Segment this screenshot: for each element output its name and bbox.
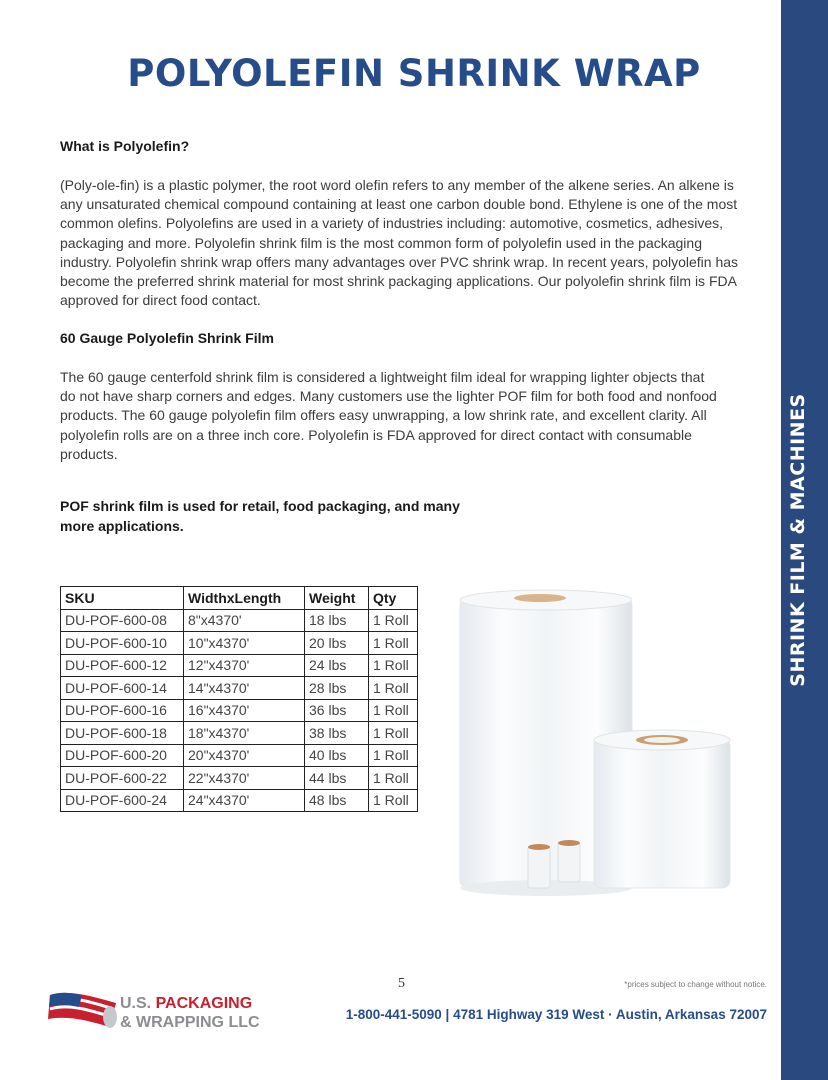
sku-cell: DU-POF-600-16 [61, 699, 184, 722]
weight-cell: 48 lbs [305, 789, 369, 812]
size-cell: 12"x4370' [184, 654, 305, 677]
sku-cell: DU-POF-600-08 [61, 609, 184, 632]
table-row [61, 789, 418, 812]
shrink-film-rolls-image [440, 570, 765, 900]
table-row [61, 654, 418, 677]
table-row [61, 767, 418, 790]
table-row [61, 699, 418, 722]
paragraph-line: common olefins. Polyolefins are used in a variety of industries including: automotive, cosmetics, adhesives, [60, 215, 723, 232]
sku-cell: DU-POF-600-14 [61, 677, 184, 700]
column-header-weight: Weight [305, 587, 369, 610]
qty-cell: 1 Roll [369, 699, 418, 722]
column-header-size: WidthxLength [184, 587, 305, 610]
sku-table [60, 586, 418, 812]
size-cell: 20"x4370' [184, 744, 305, 767]
section-heading-60-gauge: 60 Gauge Polyolefin Shrink Film [60, 330, 274, 346]
paragraph-line: do not have sharp corners and edges. Many customers use the lighter POF film for both food and nonfood [60, 388, 717, 405]
sku-cell: DU-POF-600-22 [61, 767, 184, 790]
paragraph-line: The 60 gauge centerfold shrink film is considered a lightweight film ideal for wrapping lighter objects that [60, 369, 705, 385]
sku-cell: DU-POF-600-24 [61, 789, 184, 812]
paragraph-line: industry. Polyolefin shrink wrap offers many advantages over PVC shrink wrap. In recent years, polyolefin has [60, 253, 739, 270]
paragraph-line: become the preferred shrink material for most shrink packaging applications. Our polyolefin shrink film is FDA [60, 273, 737, 290]
paragraph-line: any unsaturated chemical compound containing at least one carbon double bond. Ethylene is one of the most [60, 196, 738, 213]
paragraph-line: products. [60, 445, 118, 462]
weight-cell: 24 lbs [305, 654, 369, 677]
weight-cell: 28 lbs [305, 677, 369, 700]
qty-cell: 1 Roll [369, 744, 418, 767]
qty-cell: 1 Roll [369, 677, 418, 700]
weight-cell: 20 lbs [305, 632, 369, 655]
table-row [61, 632, 418, 655]
paragraph-line: polyolefin rolls are on a three inch core. Polyolefin is FDA approved for direct contact with consumable [60, 426, 692, 443]
sku-cell: DU-POF-600-12 [61, 654, 184, 677]
callout-line: POF shrink film is used for retail, food packaging, and many [60, 498, 460, 514]
callout-text [60, 497, 500, 536]
paragraph-line: approved for direct food contact. [60, 292, 261, 309]
logo-us: U.S. [120, 995, 156, 1012]
logo-packaging: PACKAGING [155, 995, 253, 1012]
paragraph-line: products. The 60 gauge polyolefin film offers easy unwrapping, a low shrink rate, and excellent clarity. All [60, 407, 707, 424]
footer-contact-info: 1-800-441-5090 | 4781 Highway 319 West · Austin, Arkansas 72007 [345, 1007, 767, 1022]
table-row [61, 609, 418, 632]
qty-cell: 1 Roll [369, 722, 418, 745]
size-cell: 8"x4370' [184, 609, 305, 632]
sku-cell: DU-POF-600-20 [61, 744, 184, 767]
logo-wordmark-line1 [120, 995, 252, 1013]
column-header-qty: Qty [369, 587, 418, 610]
table-row [61, 744, 418, 767]
qty-cell: 1 Roll [369, 654, 418, 677]
size-cell: 24"x4370' [184, 789, 305, 812]
sku-cell: DU-POF-600-10 [61, 632, 184, 655]
paragraph-line: packaging and more. Polyolefin shrink film is the most common form of polyolefin used in the packaging [60, 234, 702, 251]
price-disclaimer: *prices subject to change without notice. [624, 980, 767, 989]
size-cell: 22"x4370' [184, 767, 305, 790]
size-cell: 18"x4370' [184, 722, 305, 745]
weight-cell: 38 lbs [305, 722, 369, 745]
callout-line: more applications. [60, 517, 184, 534]
size-cell: 16"x4370' [184, 699, 305, 722]
table-header-row [61, 587, 418, 610]
weight-cell: 36 lbs [305, 699, 369, 722]
table-row [61, 677, 418, 700]
qty-cell: 1 Roll [369, 789, 418, 812]
qty-cell: 1 Roll [369, 632, 418, 655]
sku-cell: DU-POF-600-18 [61, 722, 184, 745]
weight-cell: 40 lbs [305, 744, 369, 767]
section-paragraph-60-gauge [60, 368, 772, 464]
page-number: 5 [398, 976, 405, 991]
sidebar-label: SHRINK FILM & MACHINES [787, 393, 809, 687]
qty-cell: 1 Roll [369, 609, 418, 632]
weight-cell: 44 lbs [305, 767, 369, 790]
weight-cell: 18 lbs [305, 609, 369, 632]
column-header-sku: SKU [61, 587, 184, 610]
paragraph-line: (Poly-ole-fin) is a plastic polymer, the root word olefin refers to any member of the alkene series. An alkene is [60, 177, 734, 193]
size-cell: 10"x4370' [184, 632, 305, 655]
table-row [61, 722, 418, 745]
logo-wordmark-line2: & WRAPPING LLC [120, 1014, 260, 1031]
section-heading-polyolefin: What is Polyolefin? [60, 138, 190, 154]
page-title: POLYOLEFIN SHRINK WRAP [127, 52, 701, 95]
size-cell: 14"x4370' [184, 677, 305, 700]
qty-cell: 1 Roll [369, 767, 418, 790]
section-paragraph-polyolefin [60, 176, 772, 310]
